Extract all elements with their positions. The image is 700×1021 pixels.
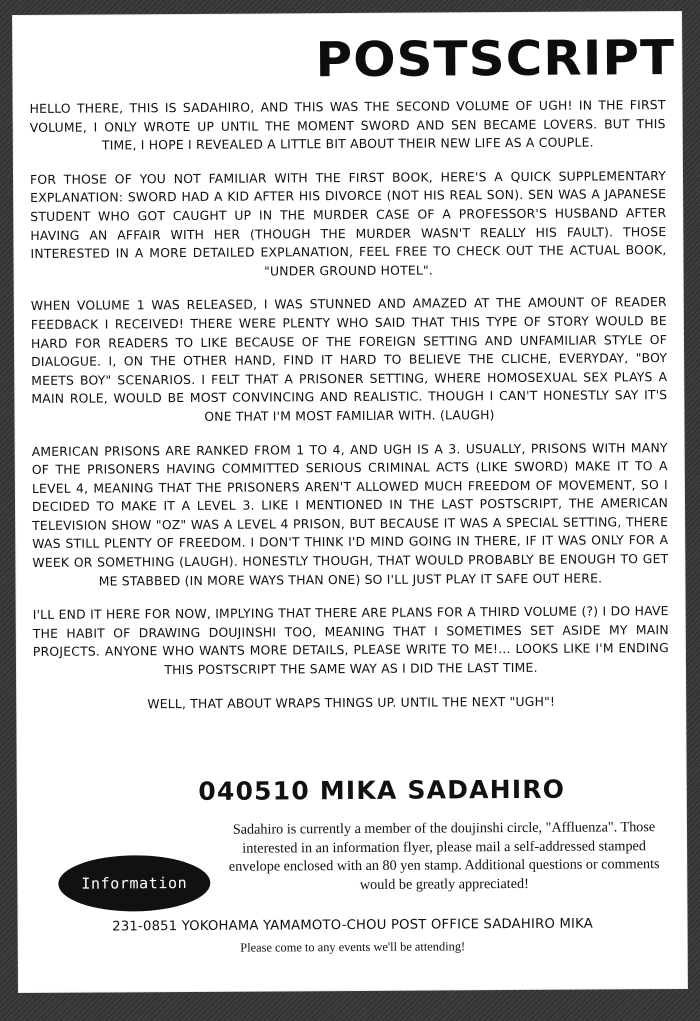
paragraph: WELL, THAT ABOUT WRAPS THINGS UP. UNTIL THE NEXT "UGH"! (147, 693, 556, 711)
page-title: POSTSCRIPT (315, 30, 676, 89)
paragraph: AMERICAN PRISONS ARE RANKED FROM 1 TO 4, AND UGH IS A 3. USUALLY, PRISONS WITH MANY OF THE PRISONERS HAVING COMMITTED SERIOUS CRIMINAL ACTS (LIKE SWORD) MAKE IT TO A LEVEL 4, MEANING THAT THE PRISONERS AREN'T ALLOWED MUCH FREEDOM OF MOVEMENT, SO I DECIDED TO MAKE IT A LEVEL 3. LIKE I MENTIONED IN THE LAST POSTSCRIPT, THE AMERICAN TELEVISION SHOW "OZ" WAS A LEVEL 4 PRISON, BUT BECAUSE IT WAS A SPECIAL SETTING, THERE WAS STILL PLENTY OF FREEDOM. I DON'T THINK I'D MIND GOING IN THERE, IF IT WAS ONLY FOR A WEEK OR SOMETHING (LAUGH). HONESTLY THOUGH, THAT WOULD PROBABLY BE ENOUGH TO GET ME STABBED (IN MORE WAYS THAN ONE) SO I'LL JUST PLAY IT SAFE OUT HERE. (31, 439, 669, 589)
information-badge: Information (58, 855, 210, 912)
paragraph: HELLO THERE, THIS IS SADAHIRO, AND THIS WAS THE SECOND VOLUME OF UGH! IN THE FIRST VOLUME, I ONLY WROTE UP UNTIL THE MOMENT SWORD AND SEN BECAME LOVERS. BUT THIS TIME, I HOPE I REVEALED A LITTLE BIT ABOUT THEIR NEW LIFE AS A COUPLE. (29, 97, 666, 153)
page-content (13, 12, 687, 992)
paragraph: WHEN VOLUME 1 WAS RELEASED, I WAS STUNNED AND AMAZED AT THE AMOUNT OF READER FEEDBACK I RECEIVED! THERE WERE PLENTY WHO SAID THAT THIS TYPE OF STORY WOULD BE HARD FOR READERS TO LIKE BECAUSE OF THE FOREIGN SETTING AND UNFAMILIAR STYLE OF DIALOGUE. I, ON THE OTHER HAND, FIND IT HARD TO BELIEVE THE CLICHE, EVERYDAY, "BOY MEETS BOY" SCENARIOS. I FELT THAT A PRISONER SETTING, WHERE HOMOSEXUAL SEX PLAYS A MAIN ROLE, WOULD BE MOST CONVINCING AND REALISTIC. THOUGH I CAN'T HONESTLY SAY IT'S ONE THAT I'M MOST FAMILIAR WITH. (LAUGH) (30, 294, 668, 424)
information-note: Please come to any events we'll be attending! (240, 939, 466, 955)
information-address: 231-0851 YOKOHAMA YAMAMOTO-CHOU POST OFFICE SADAHIRO MIKA (112, 916, 593, 935)
manga-page (13, 12, 687, 992)
paragraph: I'LL END IT HERE FOR NOW, IMPLYING THAT THERE ARE PLANS FOR A THIRD VOLUME (?) I DO HAVE THE HABIT OF DRAWING DOUJINSHI TOO, MEANING THAT I SOMETIMES SET ASIDE MY MAIN PROJECTS. ANYONE WHO WANTS MORE DETAILS, PLEASE WRITE TO ME!... LOOKS LIKE I'M ENDING THIS POSTSCRIPT THE SAME WAY AS I DID THE LAST TIME. (32, 603, 669, 678)
signature: 040510 MIKA SADAHIRO (198, 774, 566, 806)
paragraph: FOR THOSE OF YOU NOT FAMILIAR WITH THE FIRST BOOK, HERE'S A QUICK SUPPLEMENTARY EXPLANATION: SWORD HAD A KID AFTER HIS DIVORCE (NOT HIS REAL SON). SEN WAS A JAPANESE STUDENT WHO GOT CAUGHT UP IN THE MURDER CASE OF A PROFESSOR'S HUSBAND AFTER HAVING AN AFFAIR WITH HER (THOUGH THE MURDER WASN'T REALLY HIS FAULT). THOSE INTERESTED IN A MORE DETAILED EXPLANATION, FEEL FREE TO CHECK OUT THE ACTUAL BOOK, "UNDER GROUND HOTEL". (29, 167, 667, 279)
postscript-body (30, 96, 670, 729)
information-section (18, 812, 687, 976)
information-body: Sadahiro is currently a member of the doujinshi circle, "Affluenza". Those interested in an information flyer, please mail a self-addressed stamped envelope enclosed with an 80 yen stamp. Additional questions or comments would be greatly appreciated! (228, 819, 660, 893)
